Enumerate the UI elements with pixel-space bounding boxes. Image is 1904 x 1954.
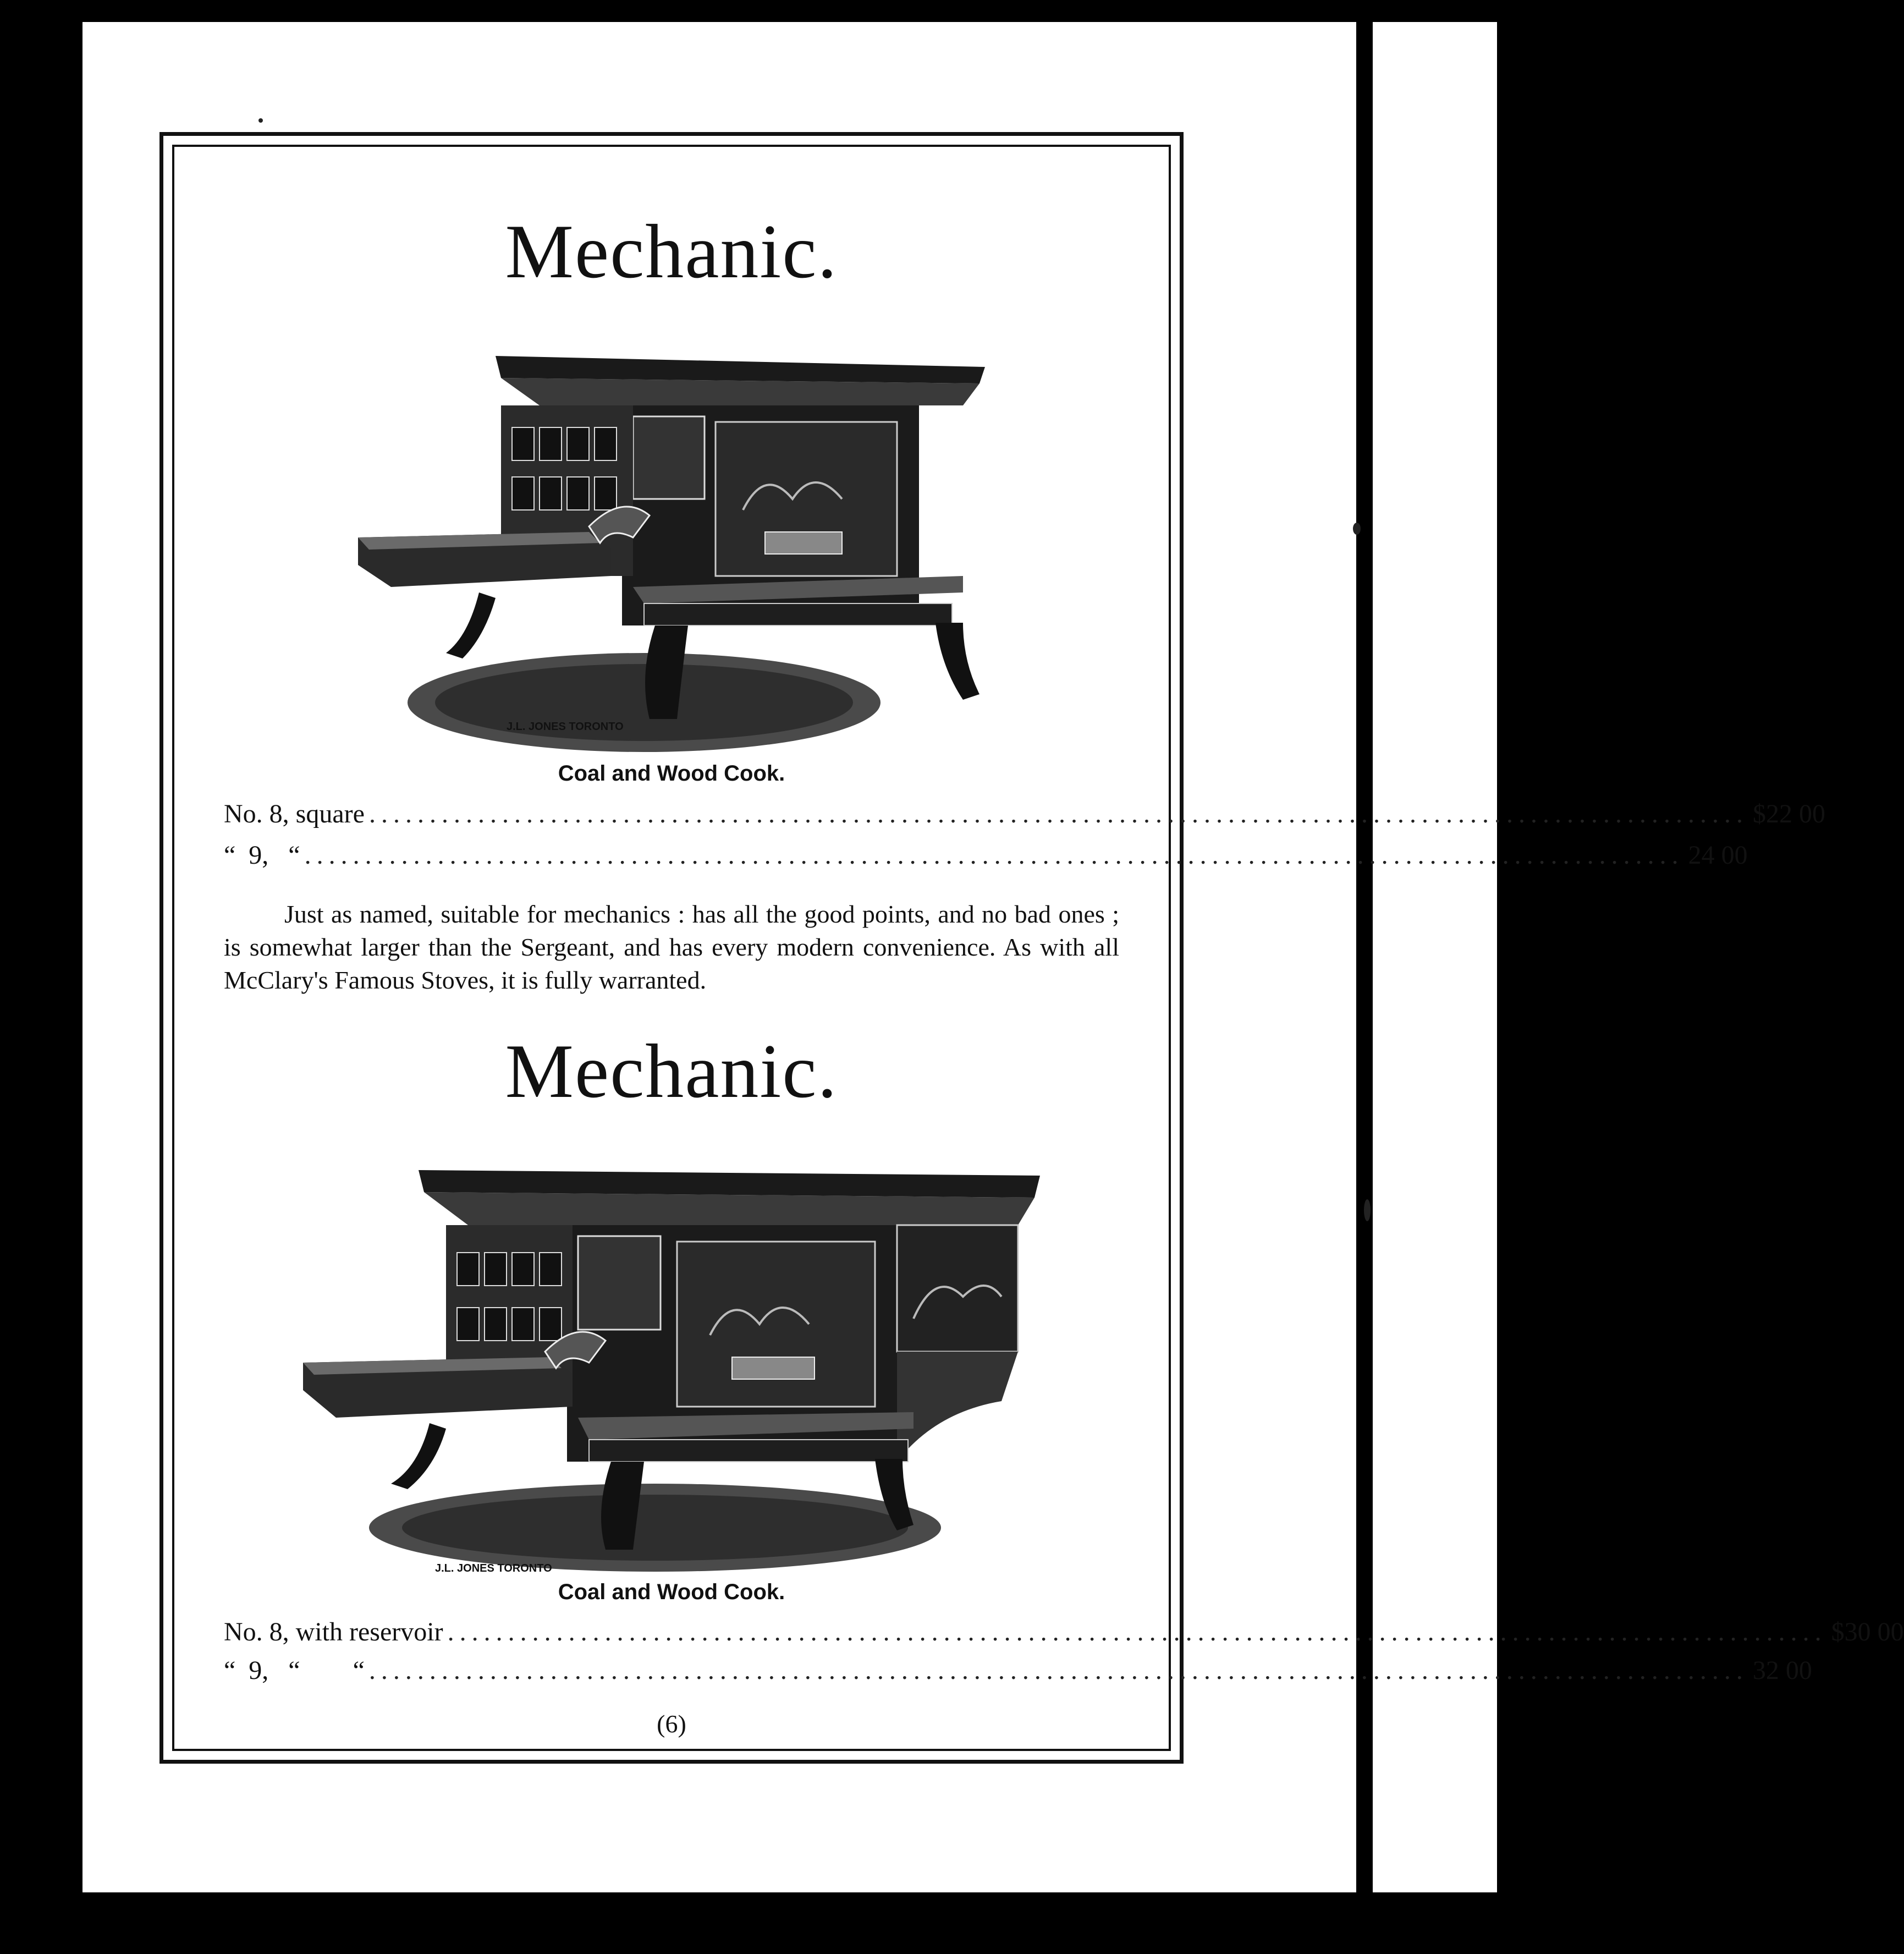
caption-2: Coal and Wood Cook. [558,1580,785,1604]
engraver-signature-1: J.L. JONES TORONTO [507,721,624,733]
leader-dots: .................................................................................................................. [368,799,1748,828]
engraver-signature-2: J.L. JONES TORONTO [435,1562,552,1574]
scan-speck [1364,1199,1371,1221]
price-label: No. 8, with reservoir [224,1617,443,1646]
price-label: “ 9, “ “ [224,1656,365,1685]
price-amount: $30 00 [1831,1617,1904,1646]
section-title-2: Mechanic. [505,1029,838,1114]
scan-speck [1353,523,1361,535]
description-paragraph: Just as named, suitable for mechanics : has all the good points, and no bad ones ; is somewhat larger than the Sergeant, and has every modern convenience. As with all McClary's Famous Stoves, it is fully warranted. [224,900,1119,994]
section-title-1: Mechanic. [505,209,838,294]
leader-dots: .................................................................................................................. [368,1656,1748,1685]
price-amount: 32 00 [1752,1656,1812,1685]
price-row-reservoir-8 [224,1617,1904,1650]
price-label: “ 9, “ [224,841,300,870]
page-content [224,147,1904,1749]
adjacent-page-edge [1369,22,1497,1892]
leader-dots: .................................................................................................................. [304,841,1684,870]
leader-dots: .................................................................................................................. [447,1617,1827,1646]
price-row-square-8 [224,799,1825,832]
stove-illustration-square [358,345,985,763]
price-amount: $22 00 [1752,799,1825,828]
stove-illustration-reservoir [303,1154,1040,1583]
price-amount: 24 00 [1688,841,1748,870]
price-row-square-9 [224,840,1748,873]
caption-1: Coal and Wood Cook. [558,761,785,786]
price-label: No. 8, square [224,799,365,828]
price-row-reservoir-9 [224,1655,1812,1688]
page-border [159,132,1904,1764]
scan-speck [258,118,263,123]
page-number: (6) [657,1710,686,1738]
page-border-inner [172,145,1904,1751]
